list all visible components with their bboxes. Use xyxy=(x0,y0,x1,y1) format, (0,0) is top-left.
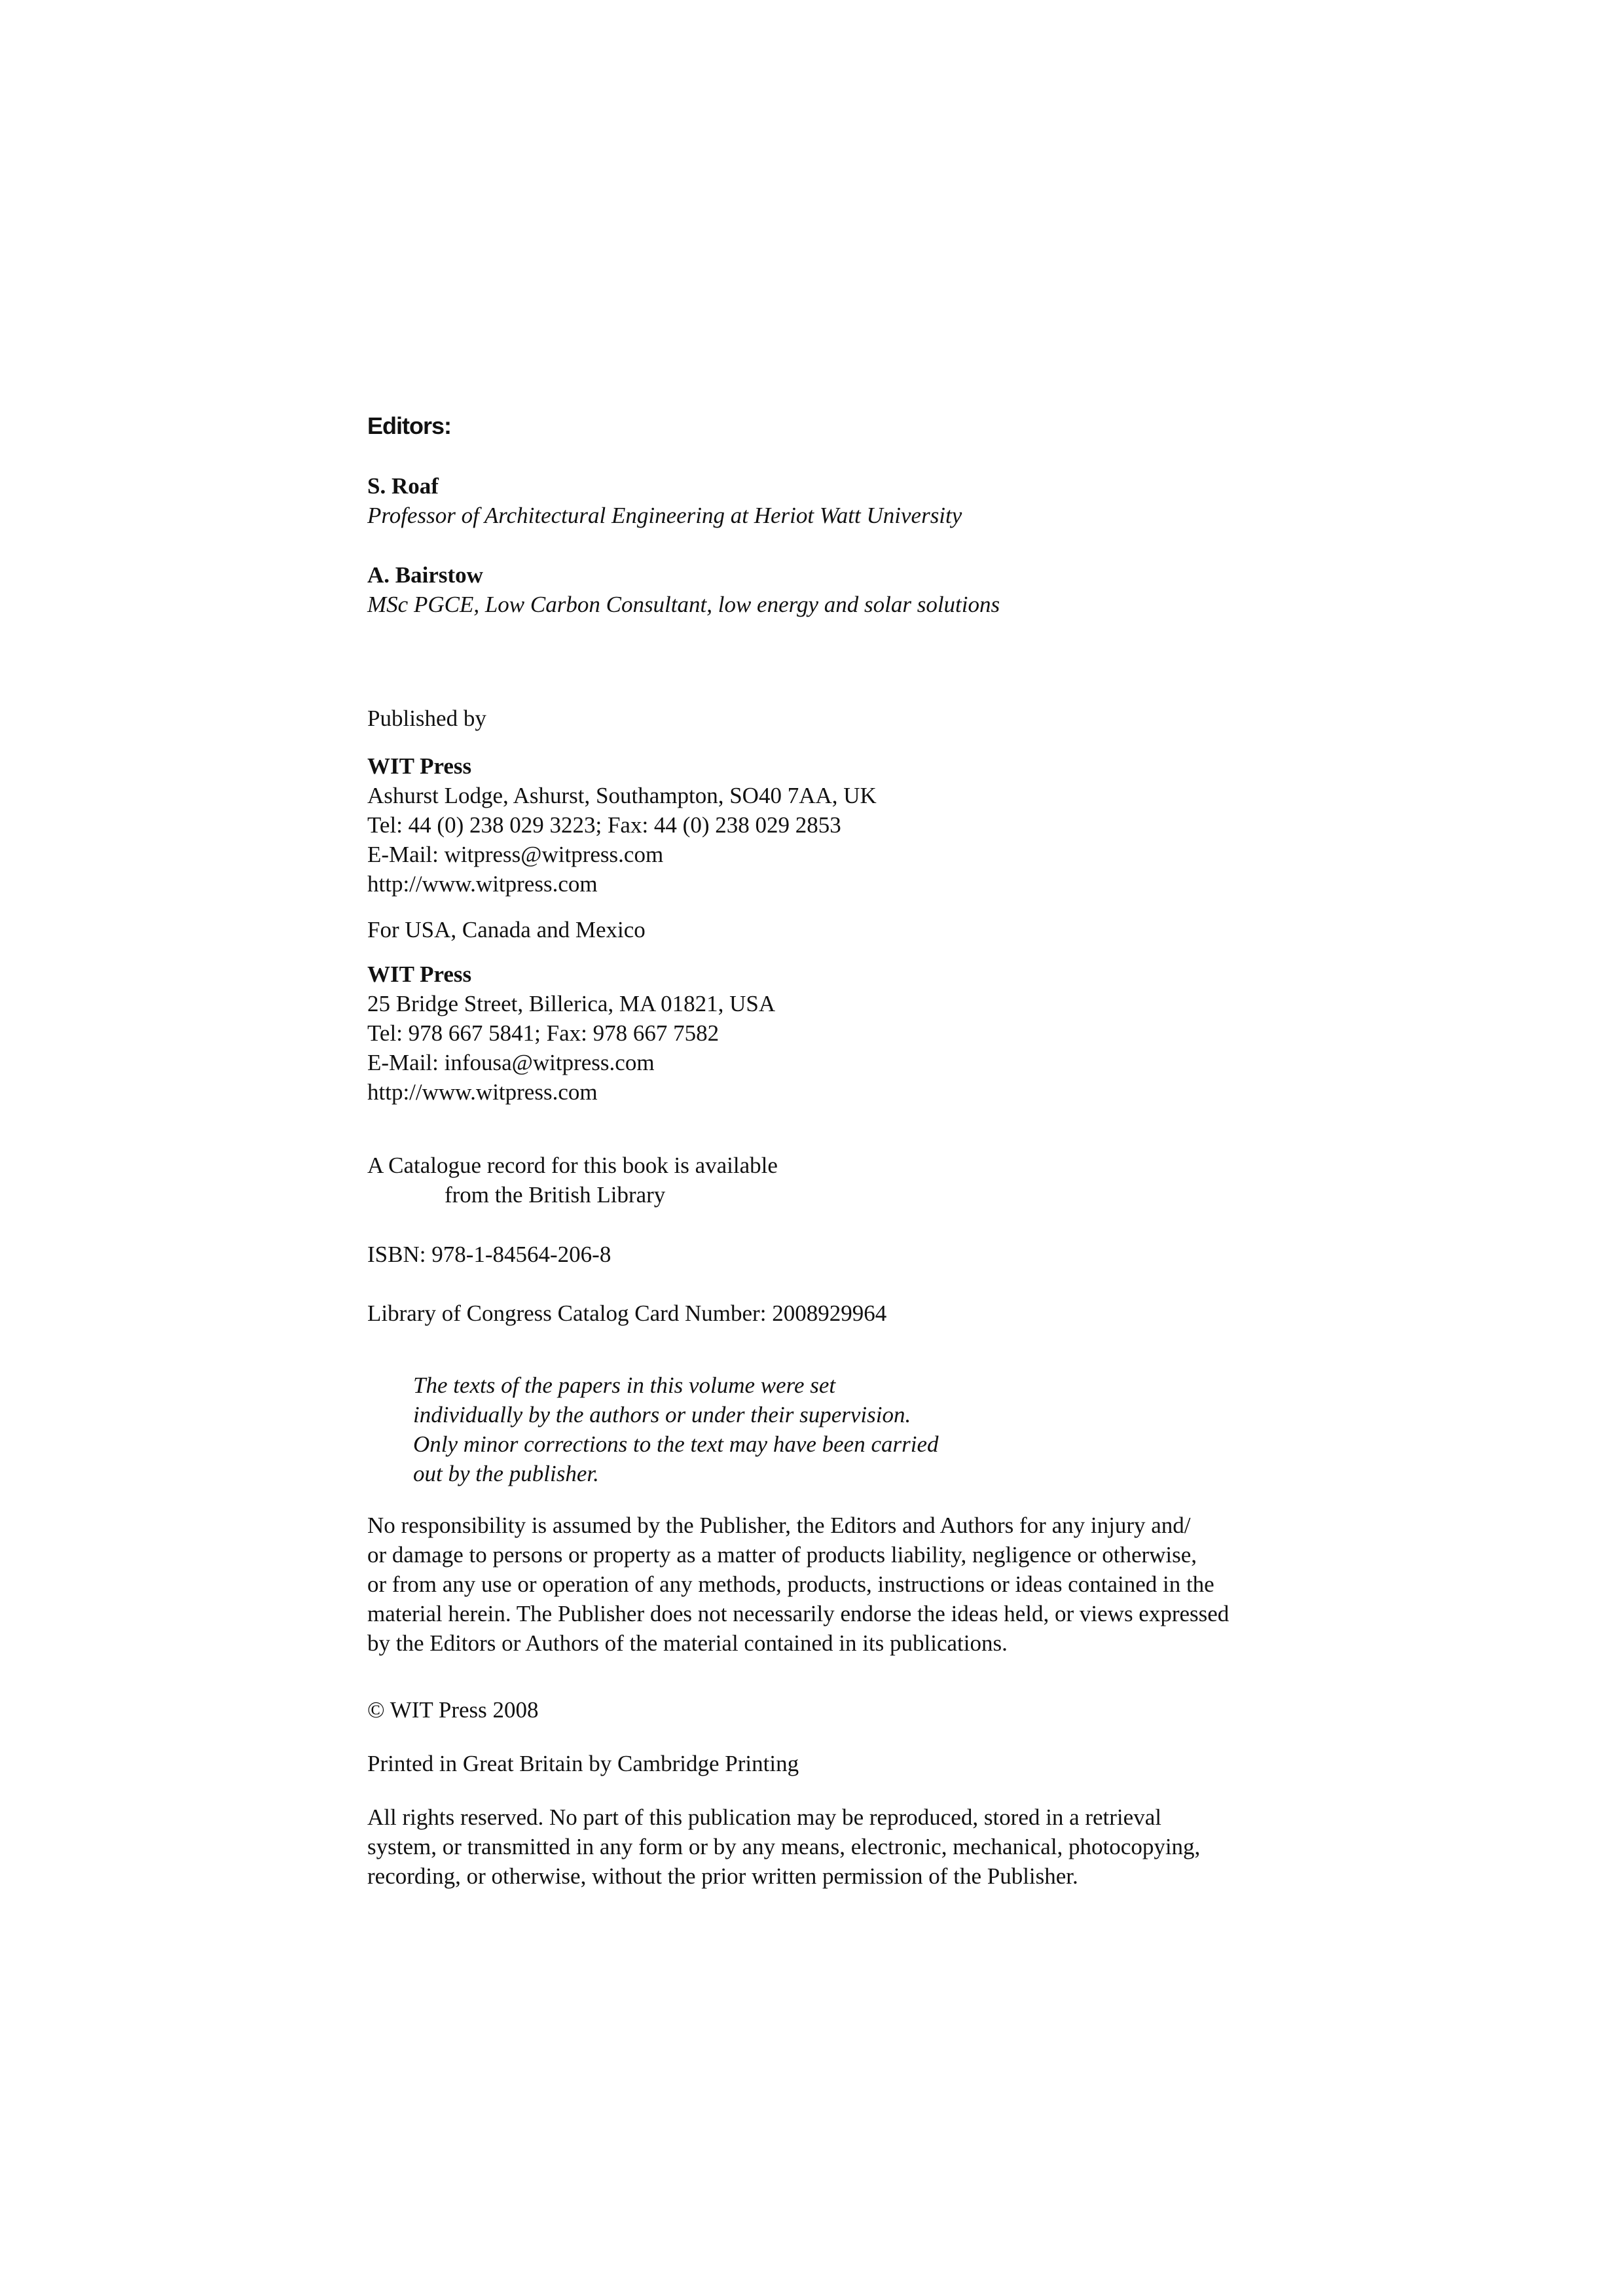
publisher-address: Ashurst Lodge, Ashurst, Southampton, SO40 7AA, UK xyxy=(367,783,877,808)
published-by-text: Published by xyxy=(367,706,486,731)
editor-name: A. Bairstow xyxy=(367,562,483,588)
loc-number xyxy=(367,1299,1271,1328)
printed-text: Printed in Great Britain by Cambridge Printing xyxy=(367,1751,799,1776)
publisher-tel-fax: Tel: 44 (0) 238 029 3223; Fax: 44 (0) 238 029 2853 xyxy=(367,812,841,838)
disclaimer-line: by the Editors or Authors of the material contained in its publications. xyxy=(367,1630,1008,1656)
published-by-label xyxy=(367,704,1271,733)
editor-name: S. Roaf xyxy=(367,473,439,499)
disclaimer-line: or from any use or operation of any methods, products, instructions or ideas contained in the xyxy=(367,1571,1214,1597)
publisher-name: WIT Press xyxy=(367,961,472,987)
editor-entry xyxy=(367,560,1271,619)
catalogue-line: from the British Library xyxy=(445,1182,666,1208)
rights-line: All rights reserved. No part of this publication may be reproduced, stored in a retrieval xyxy=(367,1804,1161,1830)
catalogue-record xyxy=(367,1151,1271,1210)
rights-line: recording, or otherwise, without the prior written permission of the Publisher. xyxy=(367,1863,1078,1889)
disclaimer-line: or damage to persons or property as a matter of products liability, negligence or otherwise, xyxy=(367,1542,1197,1568)
typeset-note-line: Only minor corrections to the text may have been carried xyxy=(413,1431,939,1457)
catalogue-line: A Catalogue record for this book is available xyxy=(367,1153,778,1178)
editors-heading: Editors: xyxy=(367,412,452,439)
typeset-note-line: The texts of the papers in this volume were set xyxy=(413,1372,836,1398)
publisher-name: WIT Press xyxy=(367,753,472,779)
typeset-note xyxy=(413,1371,1133,1488)
publisher-email: E-Mail: infousa@witpress.com xyxy=(367,1050,655,1075)
isbn-text: ISBN: 978-1-84564-206-8 xyxy=(367,1242,611,1267)
publisher-url: http://www.witpress.com xyxy=(367,1079,598,1105)
rights-notice xyxy=(367,1803,1266,1891)
publisher-tel-fax: Tel: 978 667 5841; Fax: 978 667 7582 xyxy=(367,1020,720,1046)
isbn xyxy=(367,1240,1271,1269)
us-intro xyxy=(367,915,1271,944)
editor-entry xyxy=(367,471,1271,530)
editors-section xyxy=(367,411,1271,440)
editor-title: MSc PGCE, Low Carbon Consultant, low energy and solar solutions xyxy=(367,592,1000,617)
publisher-address: 25 Bridge Street, Billerica, MA 01821, USA xyxy=(367,991,776,1016)
rights-line: system, or transmitted in any form or by any means, electronic, mechanical, photocopying, xyxy=(367,1834,1201,1859)
publisher-us-block xyxy=(367,960,1271,1107)
disclaimer-line: material herein. The Publisher does not necessarily endorse the ideas held, or views expressed xyxy=(367,1601,1230,1626)
copyright-notice xyxy=(367,1695,1271,1725)
typeset-note-line: out by the publisher. xyxy=(413,1461,599,1486)
loc-text: Library of Congress Catalog Card Number: 2008929964 xyxy=(367,1300,887,1326)
printed-notice xyxy=(367,1749,1271,1778)
publisher-url: http://www.witpress.com xyxy=(367,871,598,897)
disclaimer-line: No responsibility is assumed by the Publisher, the Editors and Authors for any injury and/ xyxy=(367,1513,1191,1538)
publisher-email: E-Mail: witpress@witpress.com xyxy=(367,842,664,867)
copyright-text: © WIT Press 2008 xyxy=(367,1697,539,1723)
typeset-note-line: individually by the authors or under their supervision. xyxy=(413,1402,911,1427)
publisher-uk-block xyxy=(367,751,1271,899)
disclaimer xyxy=(367,1511,1266,1658)
editor-title: Professor of Architectural Engineering at Heriot Watt University xyxy=(367,503,962,528)
us-intro-text: For USA, Canada and Mexico xyxy=(367,917,646,942)
